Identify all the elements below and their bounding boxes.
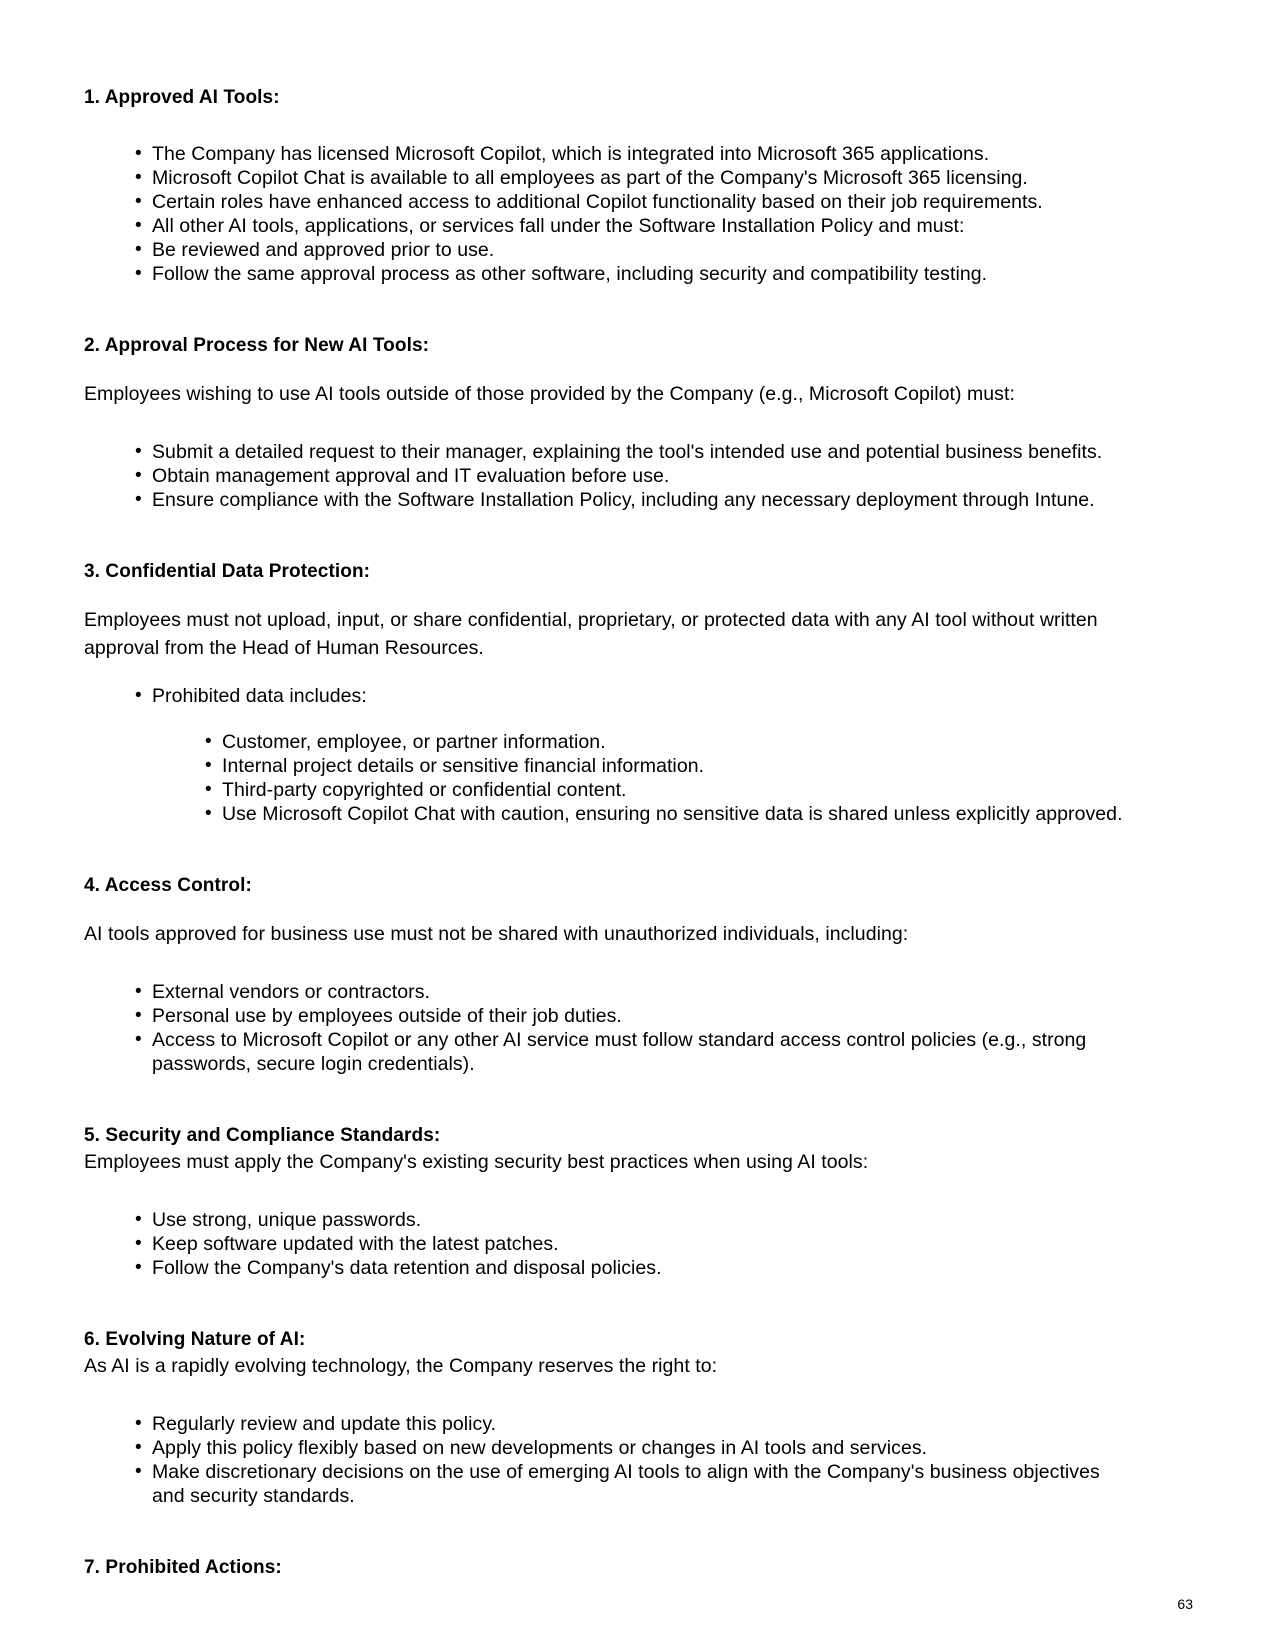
list-item bbox=[84, 142, 1128, 166]
spacer bbox=[84, 408, 1128, 440]
list-item-text: Personal use by employees outside of their job duties. bbox=[152, 1005, 622, 1027]
list-item-text: Prohibited data includes: bbox=[152, 685, 367, 707]
section-heading-1: 1. Approved AI Tools: bbox=[84, 87, 280, 108]
list-item-text: Make discretionary decisions on the use of emerging AI tools to align with the Company's business objectives and security standards. bbox=[152, 1461, 1100, 1507]
bullet-icon: • bbox=[135, 263, 142, 284]
list-item-text: Keep software updated with the latest patches. bbox=[152, 1233, 559, 1255]
section-5-intro: Employees must apply the Company's existing security best practices when using AI tools: bbox=[84, 1151, 869, 1173]
list-item-text: Use strong, unique passwords. bbox=[152, 1209, 422, 1231]
spacer bbox=[84, 1076, 1128, 1124]
list-item bbox=[84, 1028, 1128, 1076]
bullet-icon: • bbox=[135, 1029, 142, 1050]
spacer bbox=[84, 1380, 1128, 1412]
section-2-bullet-list bbox=[84, 440, 1128, 512]
bullet-icon: • bbox=[135, 1413, 142, 1434]
bullet-icon: • bbox=[135, 981, 142, 1002]
section-3-sub-bullet-list bbox=[84, 730, 1128, 826]
list-item-text: External vendors or contractors. bbox=[152, 981, 430, 1003]
spacer bbox=[84, 826, 1128, 874]
section-4-intro: AI tools approved for business use must not be shared with unauthorized individuals, including: bbox=[84, 923, 909, 945]
bullet-icon: • bbox=[135, 191, 142, 212]
bullet-icon: • bbox=[135, 441, 142, 462]
section-5-bullet-list bbox=[84, 1208, 1128, 1280]
list-item bbox=[84, 1208, 1128, 1232]
section-3-bullet-list bbox=[84, 684, 1128, 708]
list-item-text: Follow the Company's data retention and disposal policies. bbox=[152, 1257, 662, 1279]
list-item bbox=[84, 440, 1128, 464]
list-item-text: Ensure compliance with the Software Installation Policy, including any necessary deployment through Intune. bbox=[152, 489, 1095, 511]
bullet-icon: • bbox=[135, 685, 142, 706]
spacer bbox=[84, 1508, 1128, 1556]
spacer bbox=[84, 584, 1128, 606]
list-item-text: The Company has licensed Microsoft Copilot, which is integrated into Microsoft 365 applications. bbox=[152, 143, 990, 165]
list-item bbox=[84, 1460, 1128, 1508]
list-item bbox=[84, 802, 1128, 826]
bullet-icon: • bbox=[135, 1437, 142, 1458]
list-item-text: Internal project details or sensitive financial information. bbox=[222, 755, 705, 777]
bullet-icon: • bbox=[135, 1461, 142, 1482]
list-item bbox=[84, 684, 1128, 708]
list-item bbox=[84, 1232, 1128, 1256]
list-item-text: Access to Microsoft Copilot or any other AI service must follow standard access control policies (e.g., strong passwords, secure login credentials). bbox=[152, 1029, 1087, 1075]
section-heading-3: 3. Confidential Data Protection: bbox=[84, 561, 371, 582]
bullet-icon: • bbox=[135, 1209, 142, 1230]
list-item-text: All other AI tools, applications, or services fall under the Software Installation Policy and must: bbox=[152, 215, 965, 237]
list-item-text: Microsoft Copilot Chat is available to all employees as part of the Company's Microsoft 365 licensing. bbox=[152, 167, 1028, 189]
section-2-intro: Employees wishing to use AI tools outside of those provided by the Company (e.g., Microsoft Copilot) must: bbox=[84, 383, 1015, 405]
list-item bbox=[84, 238, 1128, 262]
list-item-text: Be reviewed and approved prior to use. bbox=[152, 239, 495, 261]
spacer bbox=[84, 1280, 1128, 1328]
list-item bbox=[84, 1004, 1128, 1028]
section-6-intro: As AI is a rapidly evolving technology, the Company reserves the right to: bbox=[84, 1355, 718, 1377]
bullet-icon: • bbox=[135, 143, 142, 164]
list-item bbox=[84, 214, 1128, 238]
list-item-text: Regularly review and update this policy. bbox=[152, 1413, 497, 1435]
section-3-intro: Employees must not upload, input, or share confidential, proprietary, or protected data with any AI tool without written approval from the Head of Human Resources. bbox=[84, 609, 1098, 659]
bullet-icon: • bbox=[205, 731, 212, 752]
spacer bbox=[84, 898, 1128, 920]
spacer bbox=[84, 1176, 1128, 1208]
document-content bbox=[84, 86, 1128, 1580]
list-item-text: Apply this policy flexibly based on new developments or changes in AI tools and services. bbox=[152, 1437, 928, 1459]
section-heading-4: 4. Access Control: bbox=[84, 875, 252, 896]
list-item-text: Third-party copyrighted or confidential content. bbox=[222, 779, 627, 801]
list-item-text: Certain roles have enhanced access to additional Copilot functionality based on their job requirements. bbox=[152, 191, 1043, 213]
bullet-icon: • bbox=[135, 1257, 142, 1278]
section-heading-7: 7. Prohibited Actions: bbox=[84, 1557, 282, 1578]
spacer bbox=[84, 358, 1128, 380]
spacer bbox=[84, 662, 1128, 684]
list-item-text: Obtain management approval and IT evaluation before use. bbox=[152, 465, 670, 487]
list-item bbox=[84, 980, 1128, 1004]
list-item bbox=[84, 1412, 1128, 1436]
section-heading-6: 6. Evolving Nature of AI: bbox=[84, 1329, 306, 1350]
section-4-bullet-list bbox=[84, 980, 1128, 1076]
list-item bbox=[84, 166, 1128, 190]
bullet-icon: • bbox=[205, 779, 212, 800]
list-item-text: Use Microsoft Copilot Chat with caution, ensuring no sensitive data is shared unless explicitly approved. bbox=[222, 803, 1123, 825]
bullet-icon: • bbox=[135, 1233, 142, 1254]
bullet-icon: • bbox=[135, 239, 142, 260]
section-1-bullet-list bbox=[84, 142, 1128, 286]
list-item bbox=[84, 730, 1128, 754]
spacer bbox=[84, 948, 1128, 980]
bullet-icon: • bbox=[205, 755, 212, 776]
list-item bbox=[84, 488, 1128, 512]
list-item bbox=[84, 754, 1128, 778]
bullet-icon: • bbox=[135, 167, 142, 188]
list-item bbox=[84, 464, 1128, 488]
list-item-text: Submit a detailed request to their manager, explaining the tool's intended use and potential business benefits. bbox=[152, 441, 1103, 463]
page-number: 63 bbox=[1177, 1596, 1193, 1612]
bullet-icon: • bbox=[135, 215, 142, 236]
list-item bbox=[84, 262, 1128, 286]
list-item bbox=[84, 1256, 1128, 1280]
bullet-icon: • bbox=[205, 803, 212, 824]
list-item bbox=[84, 190, 1128, 214]
list-item bbox=[84, 778, 1128, 802]
section-heading-2: 2. Approval Process for New AI Tools: bbox=[84, 335, 430, 356]
list-item bbox=[84, 1436, 1128, 1460]
spacer bbox=[84, 110, 1128, 142]
list-item-text: Follow the same approval process as other software, including security and compatibility testing. bbox=[152, 263, 988, 285]
bullet-icon: • bbox=[135, 1005, 142, 1026]
bullet-icon: • bbox=[135, 489, 142, 510]
spacer bbox=[84, 512, 1128, 560]
spacer bbox=[84, 286, 1128, 334]
section-heading-5: 5. Security and Compliance Standards: bbox=[84, 1125, 441, 1146]
section-6-bullet-list bbox=[84, 1412, 1128, 1508]
bullet-icon: • bbox=[135, 465, 142, 486]
list-item-text: Customer, employee, or partner information. bbox=[222, 731, 606, 753]
spacer bbox=[84, 708, 1128, 730]
